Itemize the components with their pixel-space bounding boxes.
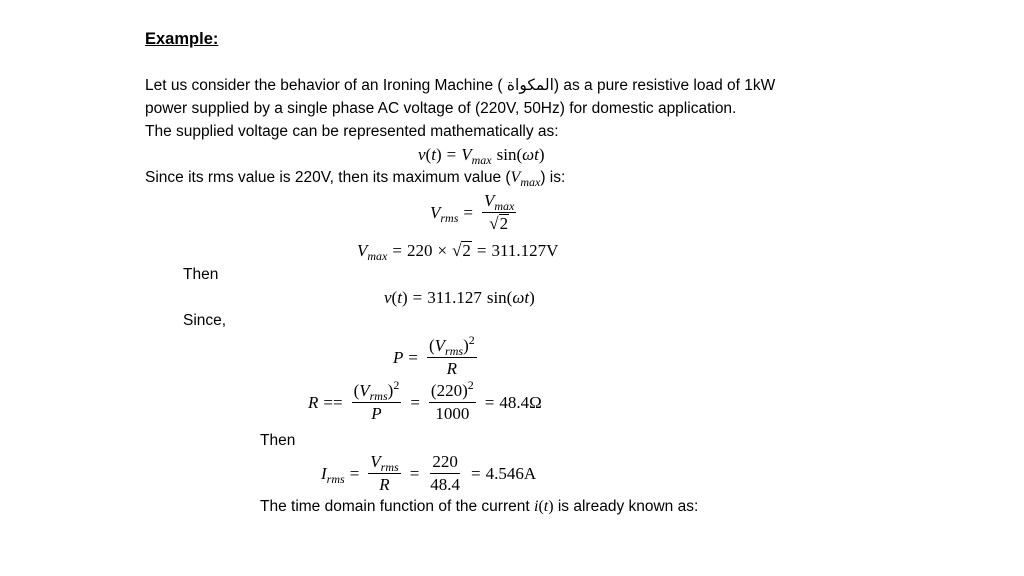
final-sentence [260,497,698,517]
intro-line-1-end: ) as a pure resistive load of 1kW [553,77,776,94]
final-sentence-end: is already known as: [553,498,699,515]
then-label-1: Then [183,266,219,283]
vrms-fraction: $V_{max}$ √ 2 [484,191,515,233]
i-denominator: 48.4 [430,475,461,494]
resistance-fraction-symbolic: $\frac{(V_{rms})^2}{P}$ [353,378,400,423]
current-symbol: i(t) [533,498,554,515]
intro-line-2: power supplied by a single phase AC voltage of (220V, 50Hz) for domestic application. [145,100,737,117]
vmax-220: 220 [406,241,433,260]
current-equation: $I_{rms}$ = $\frac{V_{rms}}{R}$ = $\frac{220}{48.4}$ = 4.546A [321,452,537,494]
since-label: Since, [183,312,227,329]
resistance-equation: R == $\frac{(V_{rms})^2}{P}$ = $\frac{(220)^2}{1000}$ = 48.4Ω [308,378,542,423]
vrms-equation: $V_{rms}$ = $V_{max}$ √ 2 [430,191,515,233]
power-equation: P = $\frac{(V_{rms})^2}{R}$ [393,333,475,378]
rms-sentence [145,168,565,188]
vt-amplitude: 311.127 [427,288,482,307]
vmax-root: 2 [462,241,471,260]
voltage-numeric-equation: v(t) = 311.127 sin(ωt) [384,288,535,307]
intro-line-1-start: Let us consider the behavior of an Ironing Machine ( [145,77,507,94]
current-fraction-numeric [428,452,462,495]
i-result: 4.546A [485,463,537,483]
r-denominator: 1000 [435,404,470,423]
example-heading: Example: [145,30,219,48]
rms-sentence-end: ) is: [540,169,566,186]
final-sentence-start: The time domain function of the current [260,498,534,515]
r-numerator: (220) [430,381,468,400]
then-label-2: Then [260,432,296,449]
arabic-word: المكواة [506,77,554,94]
vmax-equation: $V_{max}$ = 220 × √ 2 = 311.127V [357,241,559,263]
power-fraction: $\frac{(V_{rms})^2}{R}$ [428,333,475,378]
vmax-symbol: $V_{max}$ [510,169,541,189]
resistance-fraction-numeric: $\frac{(220)^2}{1000}$ [430,378,474,423]
current-fraction-symbolic: $\frac{V_{rms}}{R}$ [370,452,399,494]
rms-sentence-start: Since its rms value is 220V, then its maximum value ( [145,169,511,186]
i-numerator: 220 [430,452,460,474]
voltage-equation: v(t) = $V_{max}$ sin(ωt) [418,145,545,167]
vmax-result: 311.127V [491,241,559,260]
r-result: 48.4Ω [499,392,542,412]
intro-line-1 [145,76,775,96]
intro-line-3: The supplied voltage can be represented mathematically as: [145,123,559,140]
